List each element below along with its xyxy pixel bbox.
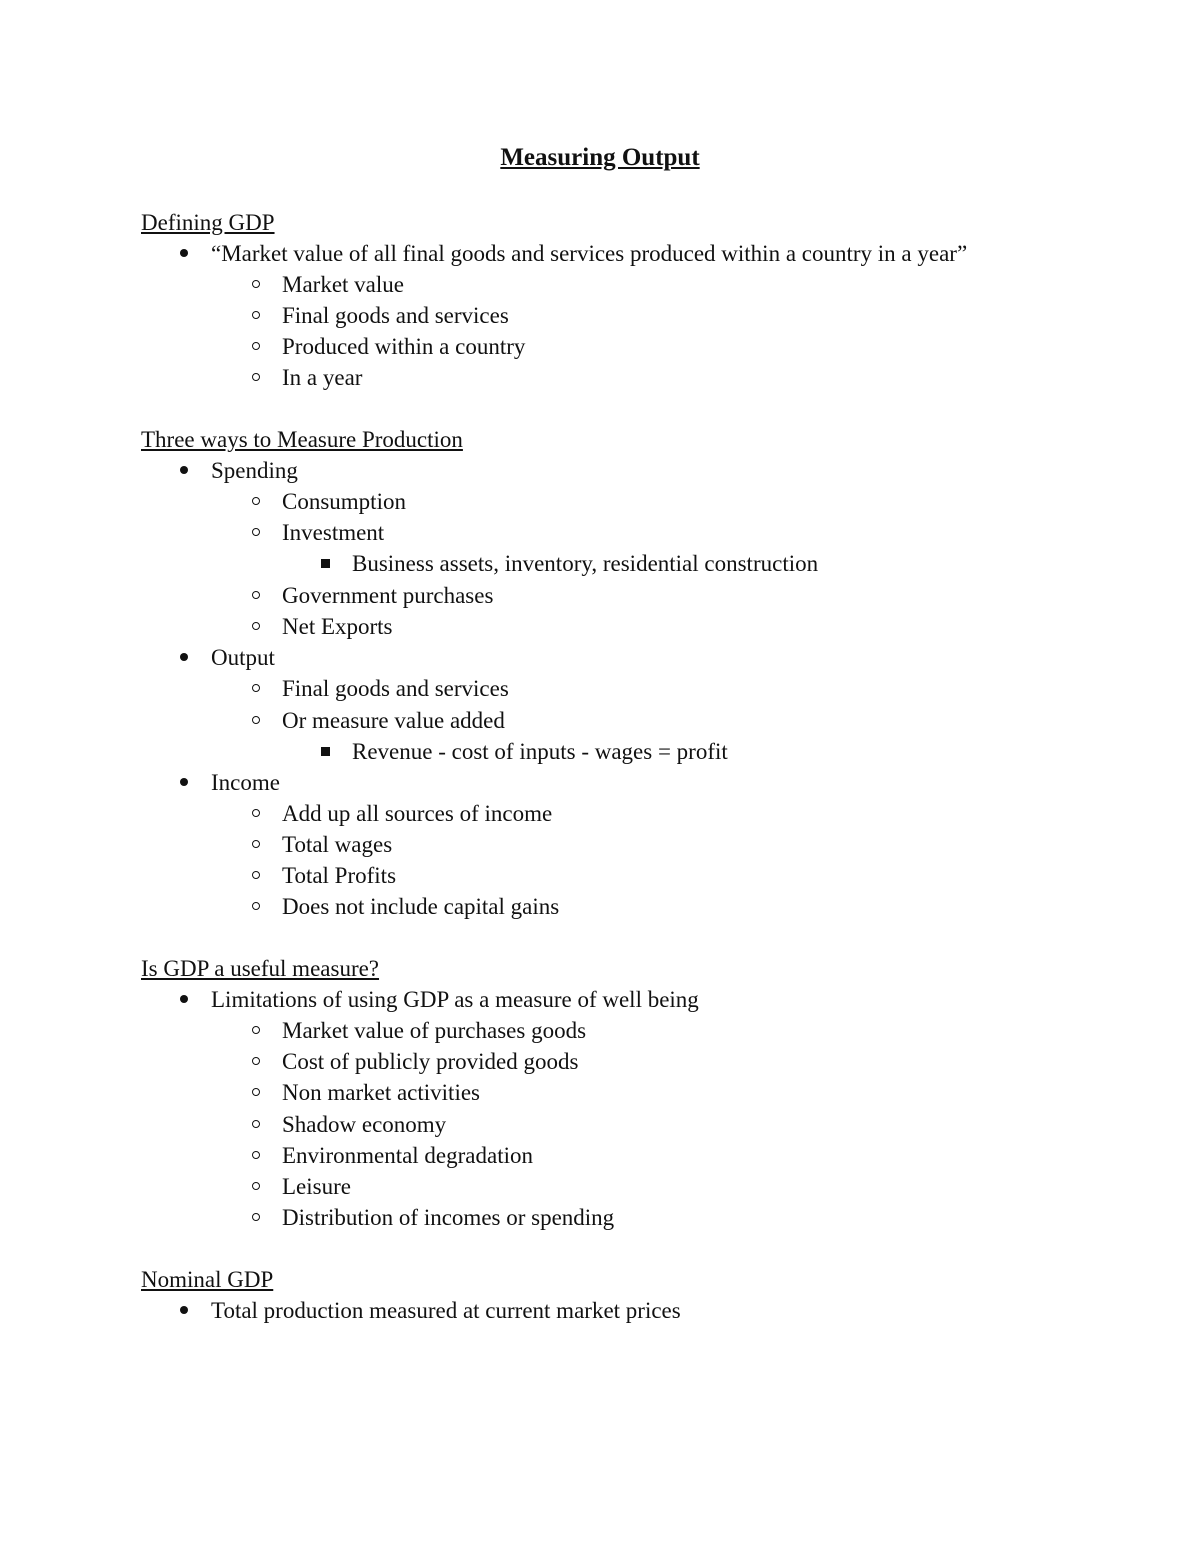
bullet-circle-icon bbox=[250, 1171, 270, 1202]
bullet-circle-icon bbox=[250, 331, 270, 362]
bullet-circle-icon bbox=[250, 486, 270, 517]
bullet-circle-icon bbox=[250, 269, 270, 300]
section-heading: Three ways to Measure Production bbox=[141, 427, 463, 452]
bullet-circle-icon bbox=[250, 1109, 270, 1140]
bullet-circle-icon bbox=[250, 1015, 270, 1046]
bullet-circle-icon bbox=[250, 1202, 270, 1233]
sub-list-item-text: Final goods and services bbox=[282, 676, 509, 701]
bullet-circle-icon bbox=[250, 673, 270, 704]
bullet-disc-icon bbox=[178, 984, 198, 1015]
bullet-square-icon bbox=[319, 736, 339, 767]
sub-list-item-text: Produced within a country bbox=[282, 334, 526, 359]
list-item-text: Limitations of using GDP as a measure of well being bbox=[211, 987, 699, 1012]
bullet-circle-icon bbox=[250, 798, 270, 829]
list-item-text: Output bbox=[211, 645, 275, 670]
bullet-circle-icon bbox=[250, 1046, 270, 1077]
section-heading: Defining GDP bbox=[141, 210, 275, 235]
sub-list-item-text: Does not include capital gains bbox=[282, 894, 560, 919]
sub-list-item-text: Total wages bbox=[282, 832, 393, 857]
sub-list-item-text: Government purchases bbox=[282, 583, 494, 608]
bullet-circle-icon bbox=[250, 611, 270, 642]
sub-list-item-text: Shadow economy bbox=[282, 1112, 447, 1137]
page-title: Measuring Output bbox=[500, 144, 700, 171]
bullet-disc-icon bbox=[178, 455, 198, 486]
bullet-circle-icon bbox=[250, 580, 270, 611]
sub-list-item-text: Non market activities bbox=[282, 1080, 480, 1105]
sub-list-item-text: Cost of publicly provided goods bbox=[282, 1049, 579, 1074]
list-item-text: Spending bbox=[211, 458, 298, 483]
section-heading: Is GDP a useful measure? bbox=[141, 956, 380, 981]
sub-list-item-text: Final goods and services bbox=[282, 303, 509, 328]
bullet-circle-icon bbox=[250, 300, 270, 331]
bullet-disc-icon bbox=[178, 642, 198, 673]
bullet-disc-icon bbox=[178, 767, 198, 798]
sub-list-item-text: Market value of purchases goods bbox=[282, 1018, 587, 1043]
bullet-disc-icon bbox=[178, 238, 198, 269]
sub-list-item-text: Distribution of incomes or spending bbox=[282, 1205, 615, 1230]
sub-list-item-text: Market value bbox=[282, 272, 404, 297]
section-heading: Nominal GDP bbox=[141, 1267, 274, 1292]
list-item-text: Total production measured at current market prices bbox=[211, 1298, 681, 1323]
bullet-square-icon bbox=[319, 548, 339, 579]
sub-list-item-text: Investment bbox=[282, 520, 385, 545]
sub-sub-list-item-text: Business assets, inventory, residential construction bbox=[352, 551, 819, 576]
bullet-circle-icon bbox=[250, 1140, 270, 1171]
sub-list-item-text: Environmental degradation bbox=[282, 1143, 534, 1168]
bullet-circle-icon bbox=[250, 1077, 270, 1108]
sub-list-item-text: In a year bbox=[282, 365, 363, 390]
sub-list-item-text: Add up all sources of income bbox=[282, 801, 553, 826]
sub-list-item-text: Net Exports bbox=[282, 614, 393, 639]
bullet-circle-icon bbox=[250, 891, 270, 922]
sub-sub-list-item-text: Revenue - cost of inputs - wages = profit bbox=[352, 739, 728, 764]
bullet-circle-icon bbox=[250, 829, 270, 860]
bullet-circle-icon bbox=[250, 517, 270, 548]
sub-list-item-text: Total Profits bbox=[282, 863, 397, 888]
sub-list-item-text: Leisure bbox=[282, 1174, 351, 1199]
bullet-circle-icon bbox=[250, 362, 270, 393]
list-item-text: “Market value of all final goods and services produced within a country in a year” bbox=[211, 241, 968, 266]
sub-list-item-text: Consumption bbox=[282, 489, 406, 514]
bullet-disc-icon bbox=[178, 1295, 198, 1326]
sub-list-item-text: Or measure value added bbox=[282, 708, 505, 733]
bullet-circle-icon bbox=[250, 860, 270, 891]
bullet-circle-icon bbox=[250, 705, 270, 736]
list-item-text: Income bbox=[211, 770, 280, 795]
